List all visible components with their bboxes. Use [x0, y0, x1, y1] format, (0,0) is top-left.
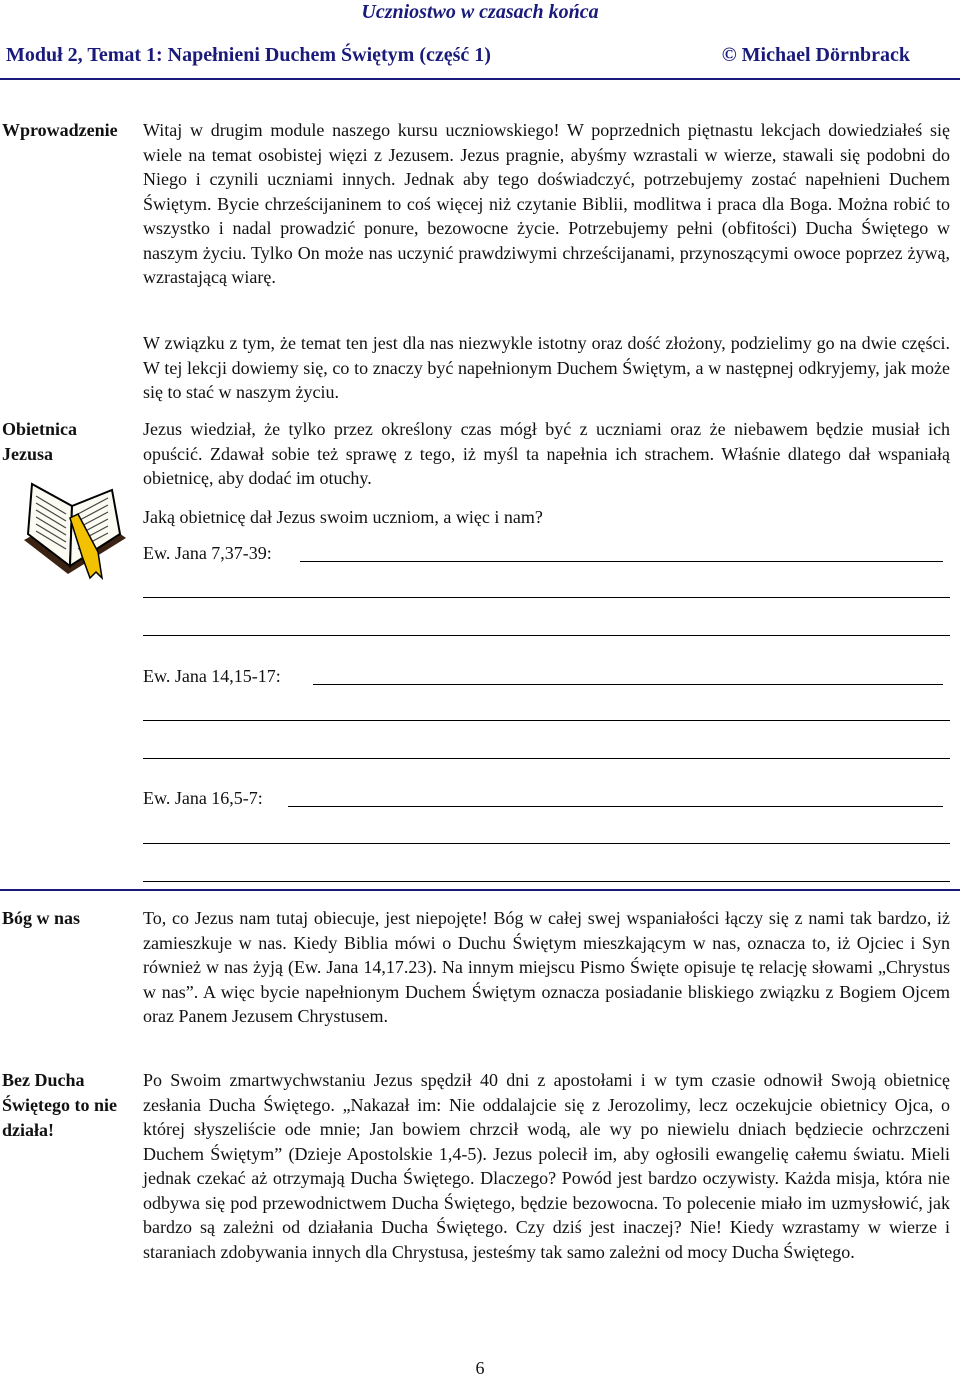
without-spirit-paragraph: Po Swoim zmartwychwstaniu Jezus spędził 40 dni z apostołami i w tym czasie odnowił Swoją obietnicę zesłania Ducha Świętego. „Nakazał im: Nie oddalajcie się z Jerozolimy, lecz oczekujcie obietnicy Ojca, o której słyszeliście ode mnie; Jan bowiem chrzcił wodą, ale wy po niewielu dniach będziecie ochrzczeni Duchem Świętym” (Dzieje Apostolskie 1,4-5). Jezus polecił im, aby ogłosili ewangelię całemu światu. Mieli jednak czekać aż otrzymają Ducha Świętego. Dlaczego? Powód jest bardzo oczywisty. Każda misja, która nie odbywa się pod przewodnictwem Ducha Świętego, będzie bezowocna. To polecenie miało im uzmysłowić, jak bardzo są zależni od działania Ducha Świętego. Czy dziś jest inaczej? Nie! Kiedy wzrastamy w wierze i staraniach zdobywania innych dla Chrystusa, jesteśmy tak samo zależni od mocy Ducha Świętego. — [143, 1070, 950, 1262]
section-divider — [0, 889, 960, 891]
answer-line[interactable] — [143, 881, 950, 882]
page-number: 6 — [475, 1358, 485, 1378]
page-header — [0, 44, 960, 70]
course-title: Uczniostwo w czasach końca — [361, 1, 599, 23]
without-spirit-label: Bez Ducha Świętego to nie działa! — [2, 1070, 117, 1140]
intro-label: Wprowadzenie — [2, 120, 118, 140]
intro-paragraph-2: W związku z tym, że temat ten jest dla nas niezwykle istotny oraz dość złożony, podzielimy go na dwie części. W tej lekcji dowiemy się, co to znaczy być napełnionym Duchem Świętym, a w następnej odkryjemy, jak może się to stać w naszym życiu. — [143, 333, 950, 402]
promise-paragraph: Jezus wiedział, że tylko przez określony czas mógł być z uczniami oraz że niebawem będzie musiał ich opuścić. Zdawał sobie też sprawę z tego, iż myśl ta napełnia ich strachem. Właśnie dlatego dał wspaniałą obietnicę, aby dodać im otuchy. — [143, 419, 950, 488]
intro-paragraph-1: Witaj w drugim module naszego kursu uczniowskiego! W poprzednich piętnastu lekcjach dowiedziałeś się wiele na temat osobistej więzi z Jezusem. Jezus pragnie, abyśmy wzrastali w wierze, stawali się podobni do Niego i czynili uczniami innych. Jednak aby tego doświadczyć, potrzebujemy zostać napełnieni Duchem Świętym. Bycie chrześcijaninem to coś więcej niż czytanie Biblii, modlitwa i praca dla Boga. Można robić to wszystko i nadal prowadzić ponure, bezowocne życie. Potrzebujemy pełni (obfitości) Ducha Świętego w naszym życiu. Tylko On może nas uczynić prawdziwymi chrześcijanami, przynoszącymi owoce poprzez żywą, wzrastającą wiarę. — [143, 120, 950, 287]
module-title: Moduł 2, Temat 1: Napełnieni Duchem Świętym (część 1) — [6, 44, 491, 66]
answer-line[interactable] — [143, 720, 950, 721]
header-divider — [0, 78, 960, 80]
answer-line[interactable] — [288, 806, 943, 807]
answer-line[interactable] — [313, 684, 943, 685]
ref-john-7: Ew. Jana 7,37-39: — [143, 543, 272, 563]
answer-line[interactable] — [143, 635, 950, 636]
god-in-us-label: Bóg w nas — [2, 908, 81, 928]
promise-label: Obietnica Jezusa — [2, 419, 77, 464]
ref-john-14: Ew. Jana 14,15-17: — [143, 666, 281, 686]
author-copyright: © Michael Dörnbrack — [721, 44, 910, 66]
open-bible-icon — [20, 478, 130, 582]
promise-question: Jaką obietnicę dał Jezus swoim uczniom, a więc i nam? — [143, 507, 543, 527]
answer-line[interactable] — [143, 597, 950, 598]
ref-john-16: Ew. Jana 16,5-7: — [143, 788, 263, 808]
answer-line[interactable] — [143, 758, 950, 759]
answer-line[interactable] — [143, 843, 950, 844]
answer-line[interactable] — [300, 561, 943, 562]
god-in-us-paragraph: To, co Jezus nam tutaj obiecuje, jest niepojęte! Bóg w całej swej wspaniałości łączy się z nami tak bardzo, iż zamieszkuje w nas. Kiedy Biblia mówi o Duchu Świętym mieszkającym w nas, oznacza to, iż Ojciec i Syn również w nas żyją (Ew. Jana 14,17.23). Na innym miejscu Pismo Święte opisuje tę relację słowami „Chrystus w nas”. A więc bycie napełnionym Duchem Świętym oznacza posiadanie bliskiego związku z Bogiem Ojcem oraz Panem Jezusem Chrystusem. — [143, 908, 950, 1026]
